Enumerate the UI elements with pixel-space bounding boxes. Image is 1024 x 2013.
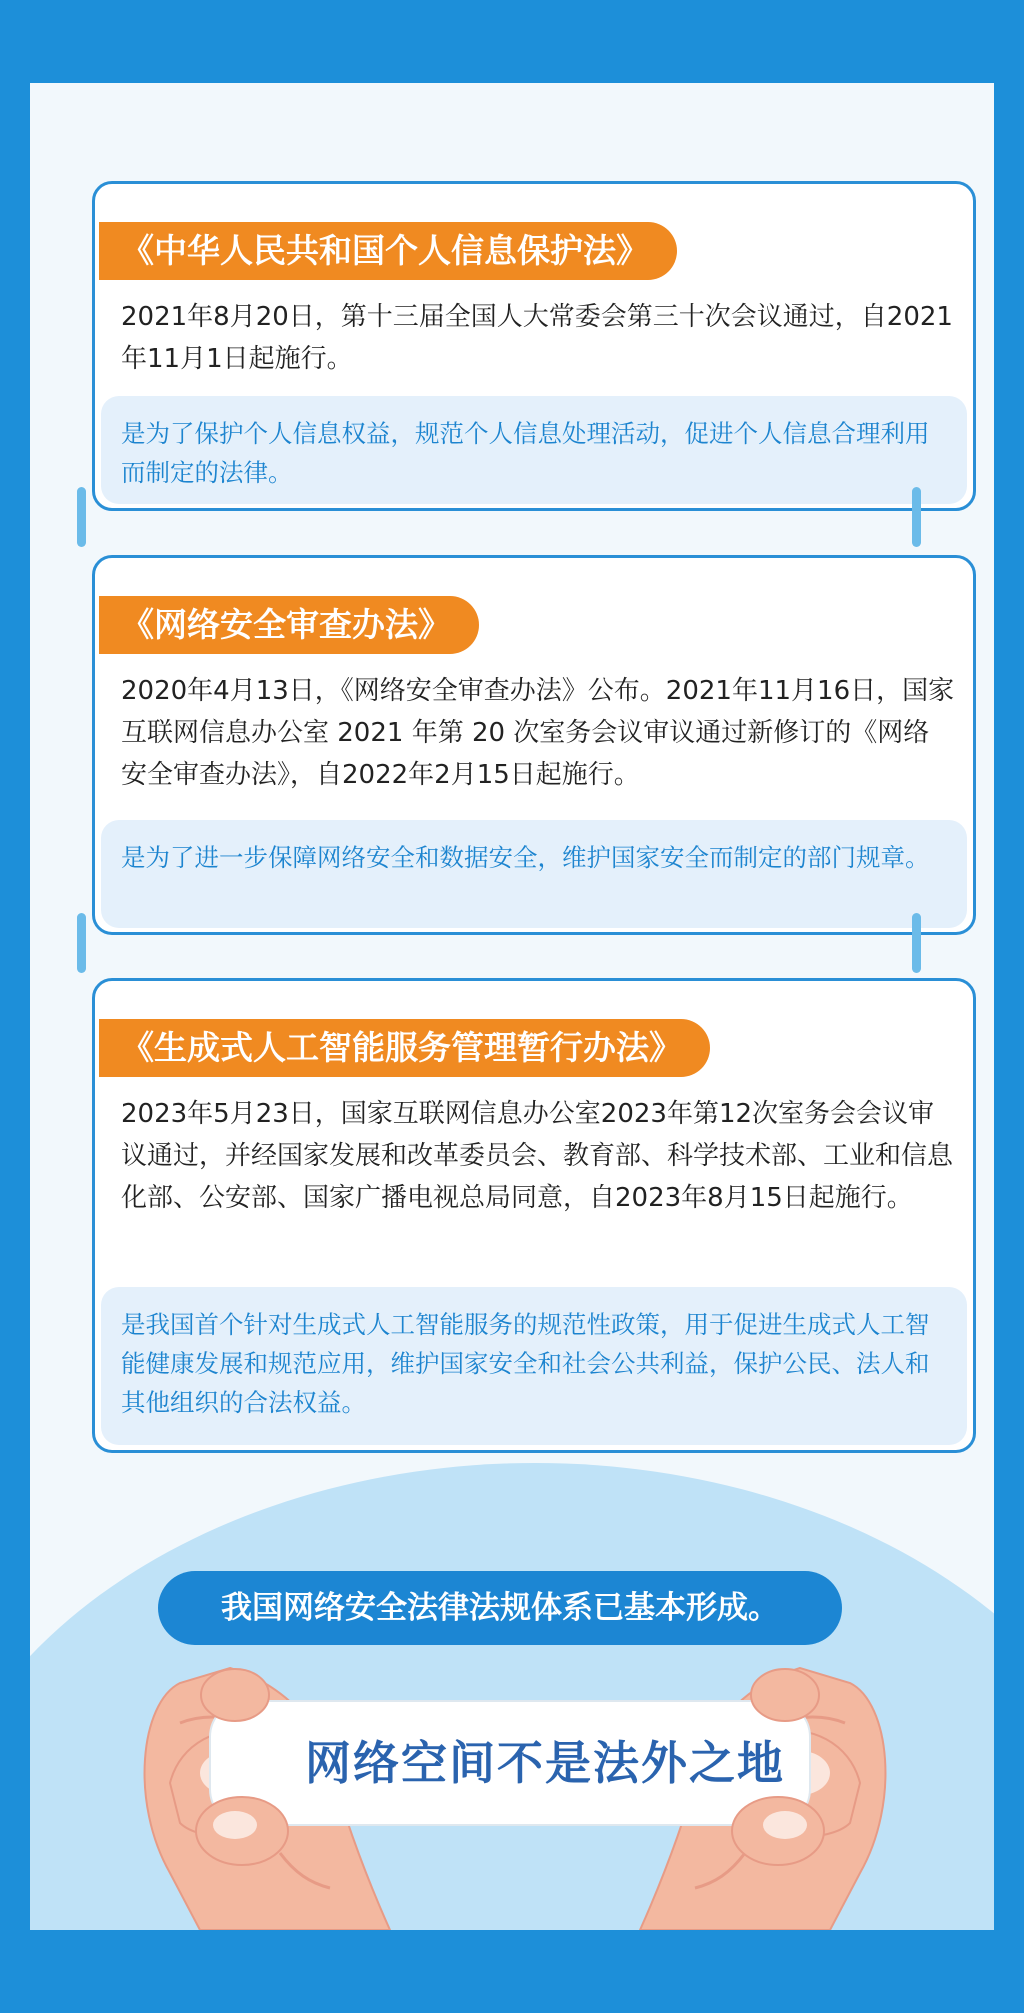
law-purpose-note: 是我国首个针对生成式人工智能服务的规范性政策，用于促进生成式人工智能健康发展和规范应用，维护国家安全和社会公共利益，保护公民、法人和其他组织的合法权益。 (101, 1287, 967, 1445)
law-title: 《网络安全审查办法》 (99, 596, 479, 654)
law-description: 2020年4月13日，《网络安全审查办法》公布。2021年11月16日，国家互联网信息办公室 2021 年第 20 次室务会议审议通过新修订的《网络安全审查办法》，自2022年2月15日起施行。 (121, 676, 955, 790)
law-title: 《中华人民共和国个人信息保护法》 (99, 222, 677, 280)
law-purpose-note: 是为了保护个人信息权益，规范个人信息处理活动，促进个人信息合理利用而制定的法律。 (101, 396, 967, 504)
summary-banner: 我国网络安全法律法规体系已基本形成。 (158, 1571, 842, 1645)
law-title: 《生成式人工智能服务管理暂行办法》 (99, 1019, 710, 1077)
law-description: 2023年5月23日，国家互联网信息办公室2023年第12次室务会会议审议通过，并经国家发展和改革委员会、教育部、科学技术部、工业和信息化部、公安部、国家广播电视总局同意，自2023年8月15日起施行。 (121, 1099, 954, 1213)
hands-holding-sign-illustration (30, 83, 994, 1930)
content-panel (30, 83, 994, 1930)
law-description: 2021年8月20日，第十三届全国人大常委会第三十次会议通过，自2021年11月1日起施行。 (121, 302, 953, 374)
slogan-text: 网络空间不是法外之地 (305, 1736, 785, 1790)
law-purpose-note: 是为了进一步保障网络安全和数据安全，维护国家安全而制定的部门规章。 (101, 820, 967, 928)
